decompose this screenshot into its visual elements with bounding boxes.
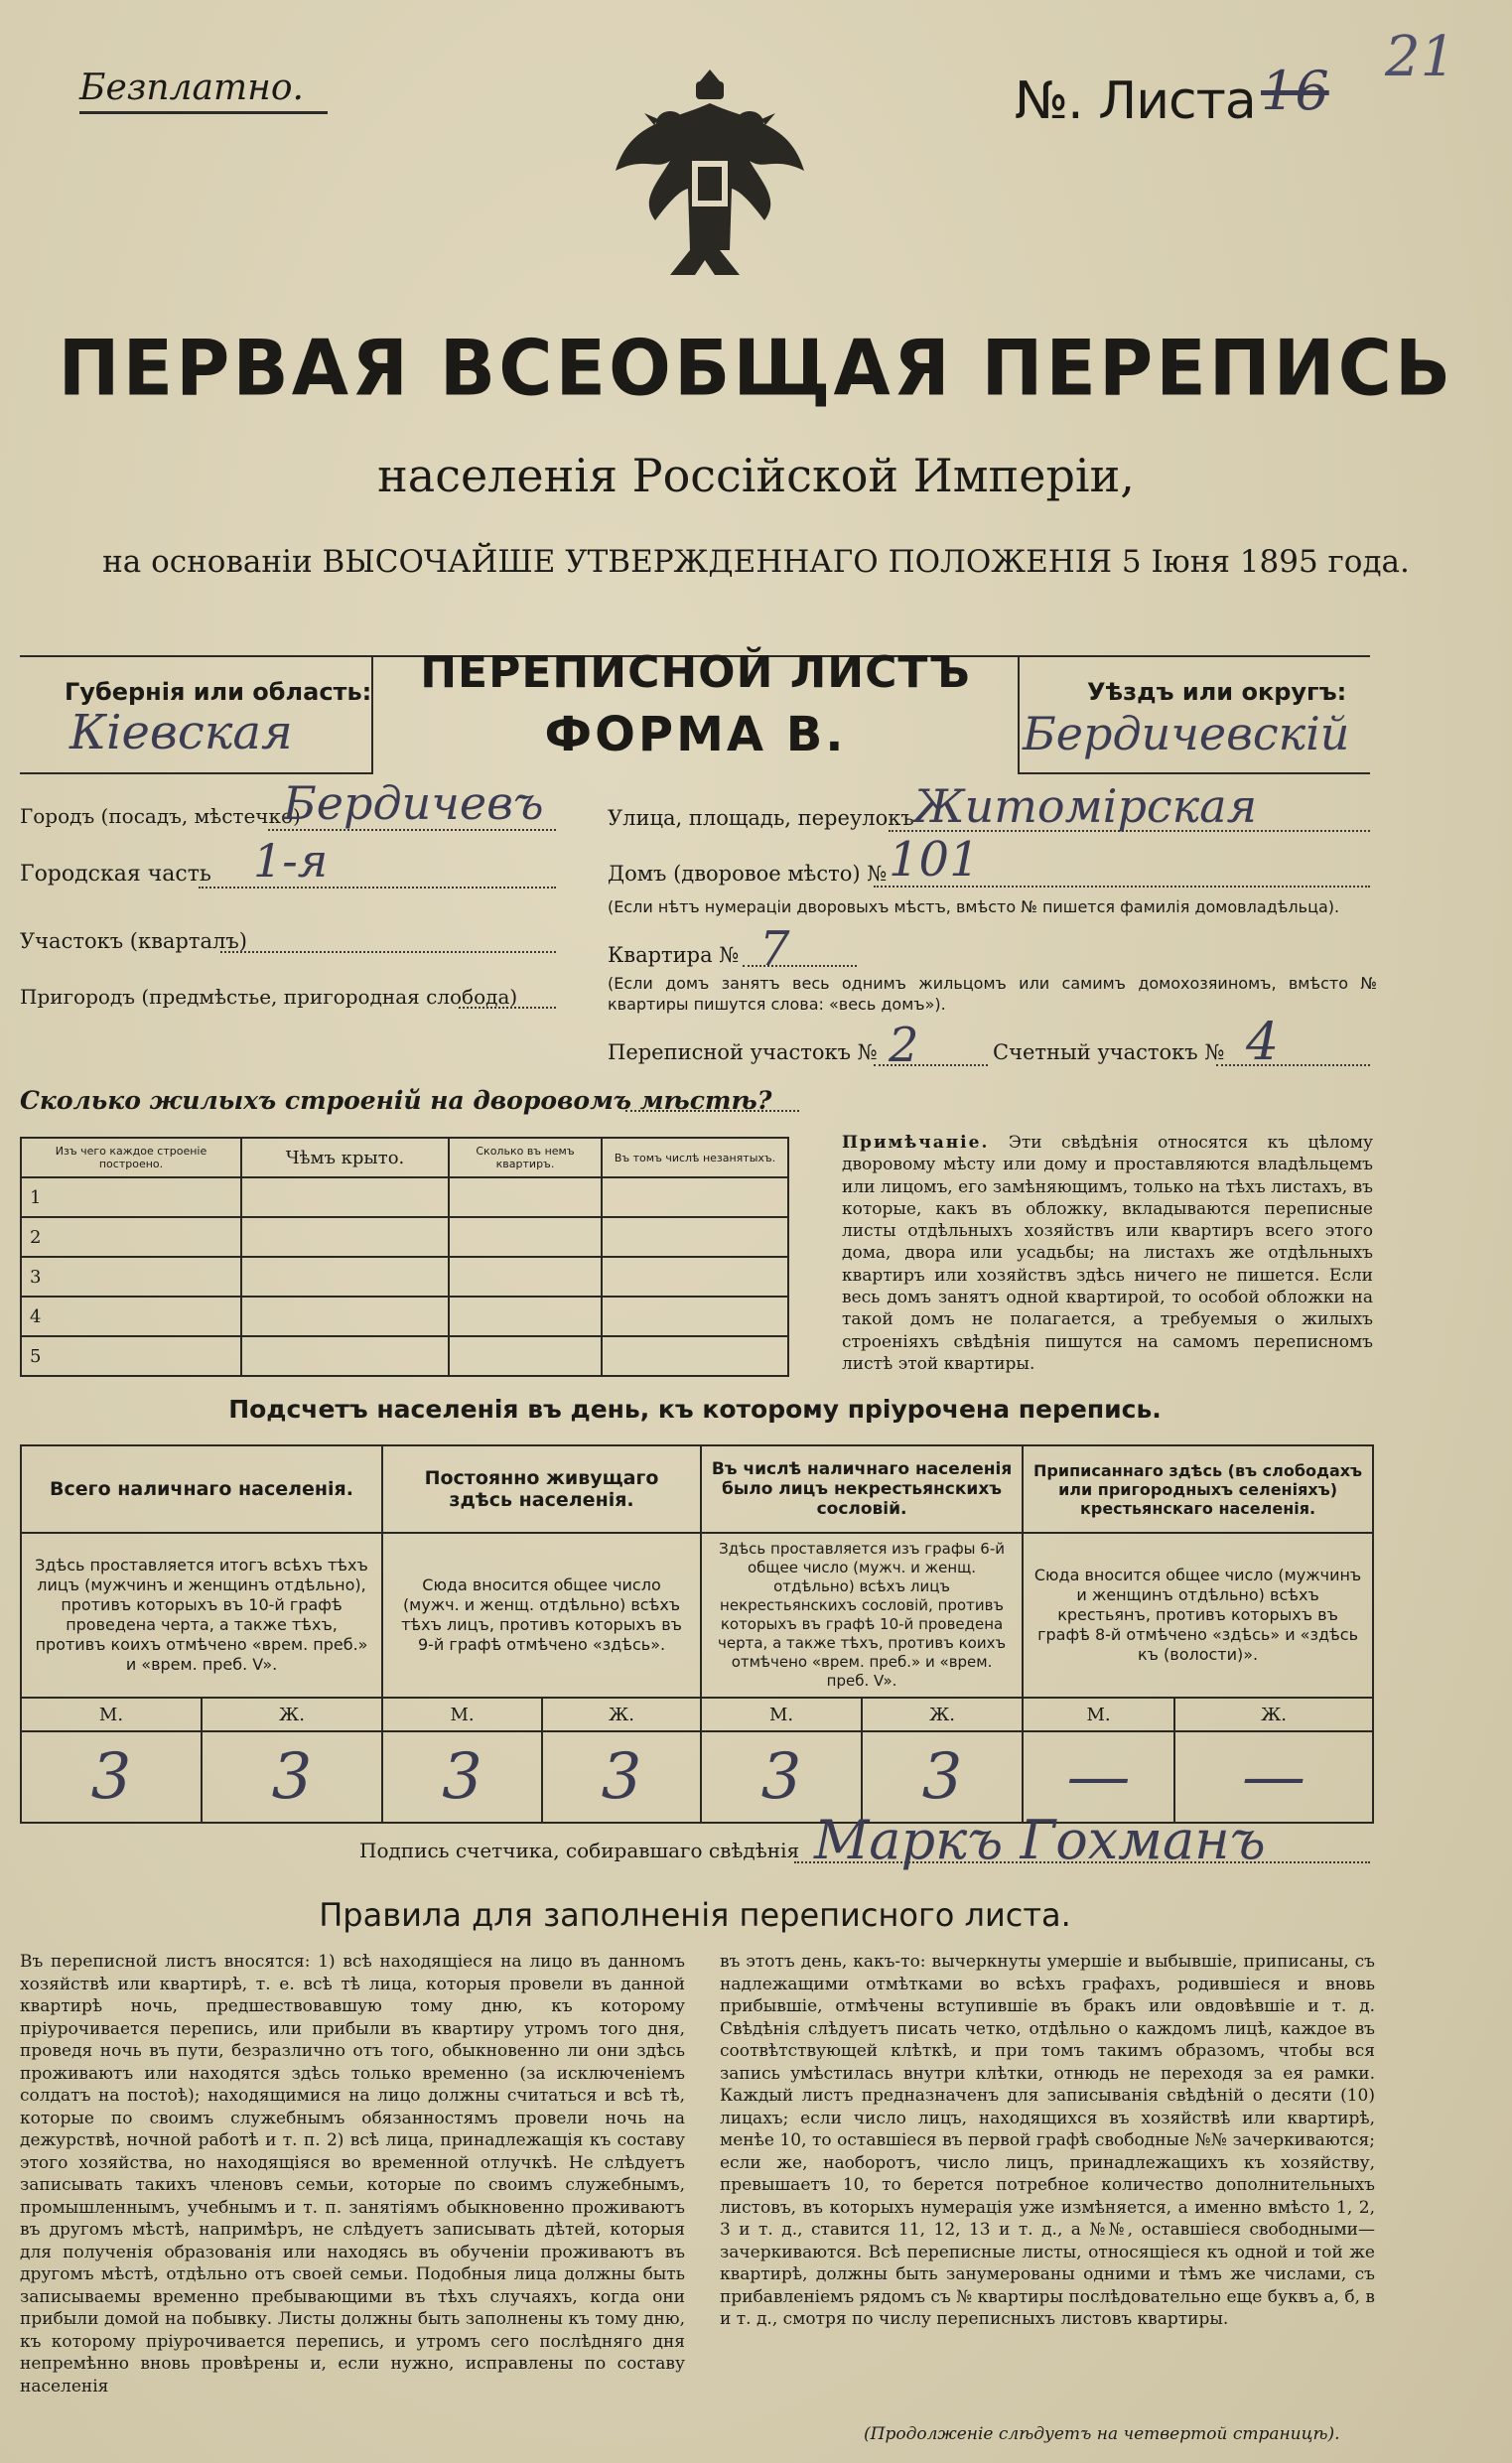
f-label: Ж. (202, 1698, 382, 1731)
house-note: (Если нѣтъ нумераціи дворовыхъ мѣстъ, вмѣсто № пишется фамилія домовладѣльца). (608, 897, 1340, 916)
peasant-male-value: — (1023, 1731, 1174, 1823)
buildings-question-line (625, 1110, 799, 1112)
table-row (21, 1177, 788, 1217)
census-section-label: Переписной участокъ № (608, 1040, 878, 1064)
signature-value: Маркъ Гохманъ (814, 1809, 1266, 1871)
f-label: Ж. (1174, 1698, 1373, 1731)
row-number: 5 (21, 1336, 241, 1376)
rule-uezd-bottom (1018, 772, 1370, 774)
form-heading: ПЕРЕПИСНОЙ ЛИСТЪ (420, 647, 971, 698)
house-value: 101 (889, 832, 980, 888)
m-label: М. (701, 1698, 862, 1731)
row-number: 1 (21, 1177, 241, 1217)
city-label: Городъ (посадъ, мѣстечко) (20, 804, 301, 828)
basis-line: на основаніи ВЫСОЧАЙШЕ УТВЕРЖДЕННАГО ПОЛОЖЕНІЯ 5 Іюня 1895 года. (102, 544, 1410, 580)
buildings-header-vacant: Въ томъ числѣ незанятыхъ. (602, 1138, 788, 1177)
nonpeasant-female-value: 3 (862, 1731, 1023, 1823)
sheet-number-label: №. Листа (1015, 71, 1256, 131)
gubernia-label: Губернія или область: (65, 678, 372, 706)
buildings-header-apartments: Сколько въ немъ квартиръ. (449, 1138, 602, 1177)
count-section-line (1216, 1064, 1370, 1066)
total-male-value: 3 (21, 1731, 202, 1823)
district-line (199, 887, 556, 889)
street-value: Житомірская (913, 779, 1258, 833)
page-subtitle: населенія Россійской Имперіи, (377, 449, 1135, 502)
house-label: Домъ (дворовое мѣсто) № (608, 862, 888, 886)
rules-right-column: въ этотъ день, какъ-то: вычеркнуты умершіе и выбывшіе, приписаны, съ надлежащими отмѣтками во всѣхъ графахъ, родившіеся и вновь прибывшіе, отмѣчены вступившіе въ бракъ или овдовѣвшіе и т. д. Свѣдѣнія слѣдуетъ писать четко, отдѣльно о каждомъ лицѣ, каждое въ соотвѣтствующей клѣткѣ, и при томъ такимъ образомъ, чтобы вся запись умѣстилась внутри клѣтки, отнюдь не переходя за ея рамки. Каждый листъ предназначенъ для записыванія свѣдѣній о десяти (10) лицахъ; если число лицъ, находящихся въ хозяйствѣ или квартирѣ, менѣе 10, то оставшіеся въ первой графѣ свободные №№ зачеркиваются; если же, наоборотъ, число лицъ, принадлежащихъ къ хозяйству, превышаетъ 10, то берется потребное количество дополнительныхъ листовъ, въ которыхъ нумерація уже измѣняется, а именно вмѣсто 1, 2, 3 и т. д., ставится 11, 12, 13 и т. д., а №№, оставшіеся свободными—зачеркиваются. Всѣ переписные листы, относящіеся къ одной и той же квартирѣ, должны быть занумерованы одними и тѣмъ же числами, съ прибавленіемъ рядомъ съ № квартиры послѣдовательно еще буквъ а, б, в и т. д., смотря по числу переписныхъ листовъ квартиры. (720, 1952, 1375, 2329)
table-row (21, 1257, 788, 1297)
city-value: Бердичевъ (283, 776, 544, 830)
double-headed-eagle-icon (611, 62, 809, 290)
buildings-note-text: Эти свѣдѣнія относятся къ цѣлому дворовому мѣсту или дому и проставляются владѣльцемъ или лицомъ, его замѣняющимъ, только на тѣхъ листахъ, въ которые, какъ въ обложку, вкладываются переписные листы отдѣльныхъ хозяйствъ или квартиръ всего этого дома, двора или усадьбы; на листахъ же отдѣльныхъ квартиръ или хозяйствъ здѣсь ничего не пишется. Если весь домъ занятъ одной квартирой, то особой обложки на такой домъ не полагается, а требуемыя о жилыхъ строеніяхъ свѣдѣнія пишутся на самомъ переписномъ листѣ этой квартиры. (842, 1133, 1373, 1374)
population-heading: Подсчетъ населенія въ день, къ которому пріурочена перепись. (228, 1395, 1162, 1424)
count-section-label: Счетный участокъ № (993, 1040, 1225, 1064)
permanent-female-value: 3 (542, 1731, 701, 1823)
district-value: 1-я (253, 834, 329, 888)
page-title: ПЕРВАЯ ВСЕОБЩАЯ ПЕРЕПИСЬ (58, 323, 1454, 414)
uezd-label: Уѣздъ или округъ: (1087, 678, 1347, 706)
suburb-line (459, 1007, 556, 1009)
total-female-value: 3 (202, 1731, 382, 1823)
m-label: М. (21, 1698, 202, 1731)
peasant-female-value: — (1174, 1731, 1373, 1823)
f-label: Ж. (862, 1698, 1023, 1731)
table-row (21, 1297, 788, 1336)
corner-number: 21 (1385, 25, 1456, 89)
f-label: Ж. (542, 1698, 701, 1731)
population-col-desc-4: Сюда вносится общее число (мужчинъ и женщинъ отдѣльно) всѣхъ крестьянъ, противъ которыхъ въ графѣ 8-й отмѣчено «здѣсь» и «здѣсь къ (волости)». (1023, 1533, 1373, 1698)
uezd-value: Бердичевскій (1023, 707, 1350, 760)
rules-continued-note: (Продолженіе слѣдуетъ на четвертой страницѣ). (864, 2424, 1340, 2444)
rule-gub-bottom (20, 772, 372, 774)
street-label: Улица, площадь, переулокъ (608, 806, 914, 830)
m-label: М. (1023, 1698, 1174, 1731)
signature-label: Подпись счетчика, собиравшаго свѣдѣнія (359, 1839, 800, 1862)
nonpeasant-male-value: 3 (701, 1731, 862, 1823)
census-section-value: 2 (889, 1018, 919, 1073)
row-number: 3 (21, 1257, 241, 1297)
permanent-male-value: 3 (382, 1731, 542, 1823)
table-row (21, 1336, 788, 1376)
buildings-header-roof: Чѣмъ крыто. (241, 1138, 449, 1177)
free-label: Безплатно. (79, 68, 304, 108)
population-col-desc-3: Здѣсь проставляется изъ графы 6-й общее число (мужч. и женщ. отдѣльно) всѣхъ лицъ некрестьянскихъ сословій, противъ которыхъ въ графѣ 10-й проведена черта, а также тѣхъ, противъ коихъ отмѣчено «врем. преб.» и «врем. преб. V». (701, 1533, 1023, 1698)
apartment-label: Квартира № (608, 943, 740, 967)
buildings-header-material: Изъ чего каждое строеніе построено. (21, 1138, 241, 1177)
population-col-desc-1: Здѣсь проставляется итогъ всѣхъ тѣхъ лицъ (мужчинъ и женщинъ отдѣльно), противъ которыхъ въ 10-й графѣ проведена черта, а также тѣхъ, противъ коихъ отмѣчено «врем. преб.» и «врем. преб. V». (21, 1533, 382, 1698)
suburb-label: Пригородъ (предмѣстье, пригородная слобода) (20, 985, 518, 1009)
apartment-note: (Если домъ занятъ весь однимъ жильцомъ или самимъ домохозяиномъ, вмѣсто № квартиры пишутся слова: «весь домъ»). (608, 974, 1377, 1014)
m-label: М. (382, 1698, 542, 1731)
row-number: 4 (21, 1297, 241, 1336)
buildings-table (20, 1137, 789, 1377)
table-row (21, 1217, 788, 1257)
form-name: ФОРМА В. (544, 707, 847, 762)
rules-heading: Правила для заполненія переписного листа. (319, 1896, 1071, 1934)
population-col-desc-2: Сюда вносится общее число (мужч. и женщ. отдѣльно) всѣхъ тѣхъ лицъ, противъ которыхъ въ 9-й графѣ отмѣчено «здѣсь». (382, 1533, 701, 1698)
apartment-value: 7 (759, 921, 790, 977)
gubernia-value: Кіевская (69, 705, 293, 760)
buildings-note (842, 1132, 1373, 1375)
sheet-number-value: 16 (1261, 60, 1329, 122)
district-label: Городская часть (20, 862, 211, 887)
population-table (20, 1444, 1374, 1824)
buildings-question: Сколько жилыхъ строеній на дворовомъ мѣстѣ? (20, 1086, 772, 1115)
count-section-value: 4 (1246, 1013, 1280, 1072)
quarter-line (220, 951, 556, 953)
free-label-underline (79, 111, 328, 114)
buildings-note-title: Примѣчаніе. (842, 1133, 990, 1153)
rules-left-column: Въ переписной листъ вносятся: 1) всѣ находящіеся на лицо въ данномъ хозяйствѣ или квартирѣ, т. е. всѣ тѣ лица, которыя провели въ данной квартирѣ ночь, предшествовавшую тому дню, къ которому пріурочивается перепись, или прибыли въ квартиру утромъ того дня, проведя ночь въ пути, безразлично отъ того, обыкновенно ли они здѣсь проживаютъ или находятся здѣсь только временно (за исключеніемъ солдатъ на постоѣ); находящимися на лицо должны считаться и всѣ тѣ, которые по своимъ служебнымъ обязанностямъ провели ночь на дежурствѣ, ночной работѣ и т. п. 2) всѣ лица, принадлежащія къ составу этого хозяйства, но находящіяся во временной отлучкѣ. Не слѣдуетъ записывать такихъ членовъ семьи, которые по своимъ служебнымъ, промышленнымъ, учебнымъ и т. п. занятіямъ обыкновенно проживаютъ въ другомъ мѣстѣ, напримѣръ, не слѣдуетъ записывать дѣтей, которыя для полученія образованія или находясь въ обученіи проживаютъ въ другомъ мѣстѣ, отдѣльно отъ своей семьи. Подобныя лица должны быть записываемы временно пребывающими въ тѣхъ случаяхъ, когда они прибыли домой на побывку. Листы должны быть заполнены къ тому дню, къ которому пріурочивается перепись, и утромъ сего послѣдняго дня непремѣнно вновь провѣрены и, если нужно, исправлены по составу населенія (20, 1952, 685, 2396)
population-col-title-3: Въ числѣ наличнаго населенія было лицъ некрестьянскихъ сословій. (701, 1445, 1023, 1533)
population-col-title-2: Постоянно живущаго здѣсь населенія. (382, 1445, 701, 1533)
population-col-title-1: Всего наличнаго населенія. (21, 1445, 382, 1533)
row-number: 2 (21, 1217, 241, 1257)
rule-uezd-left (1018, 655, 1020, 774)
quarter-label: Участокъ (кварталъ) (20, 929, 247, 953)
population-col-title-4: Приписаннаго здѣсь (въ слободахъ или пригородныхъ селеніяхъ) крестьянскаго населенія. (1023, 1445, 1373, 1533)
